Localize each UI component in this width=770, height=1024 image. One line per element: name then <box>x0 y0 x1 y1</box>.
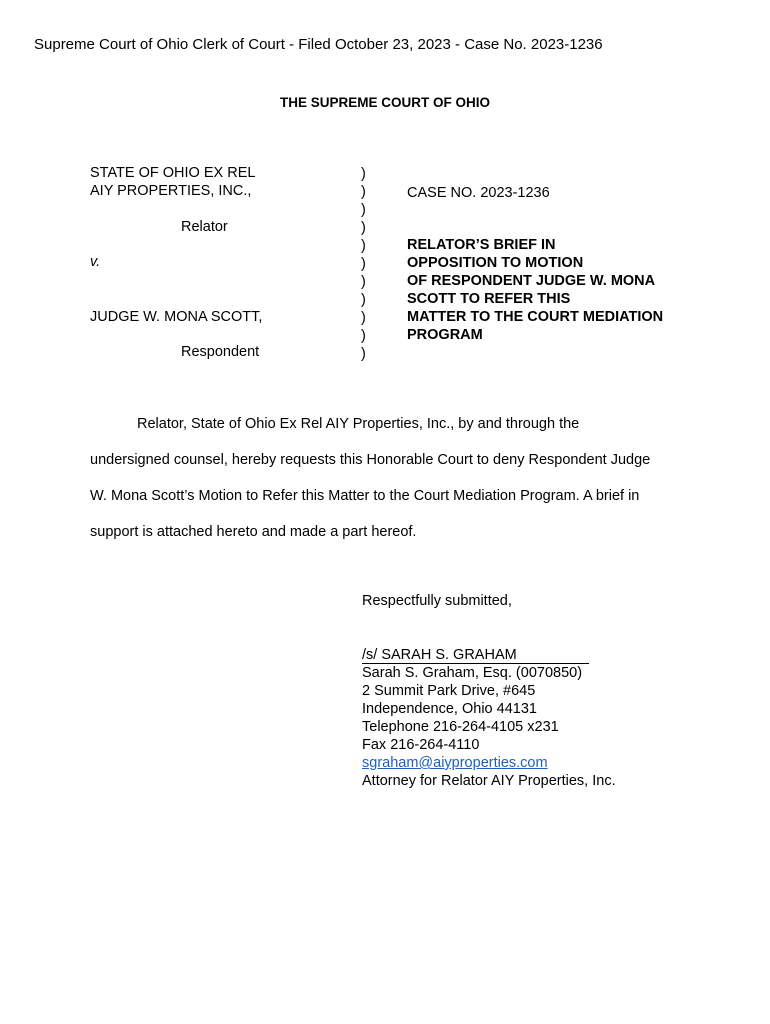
closing: Respectfully submitted, <box>362 593 512 609</box>
caption-paren: ) <box>361 238 366 254</box>
body-line: W. Mona Scott’s Motion to Refer this Matter to the Court Mediation Program. A brief in <box>90 488 640 504</box>
relator-role: Relator <box>181 219 228 235</box>
body-line: support is attached hereto and made a part hereof. <box>90 524 417 540</box>
caption-paren: ) <box>361 346 366 362</box>
caption-paren: ) <box>361 274 366 290</box>
fax: Fax 216-264-4110 <box>362 737 480 753</box>
signature-line: /s/ SARAH S. GRAHAM <box>362 646 589 664</box>
caption-paren: ) <box>361 310 366 326</box>
caption-paren: ) <box>361 184 366 200</box>
brief-title-line: OF RESPONDENT JUDGE W. MONA <box>407 273 656 289</box>
email-link[interactable]: sgraham@aiyproperties.com <box>362 755 548 771</box>
filing-header: Supreme Court of Ohio Clerk of Court - Filed October 23, 2023 - Case No. 2023-1236 <box>34 36 603 53</box>
body-paragraph <box>90 411 690 555</box>
brief-title-line: PROGRAM <box>407 327 483 343</box>
body-line: Relator, State of Ohio Ex Rel AIY Properties, Inc., by and through the <box>137 416 580 432</box>
brief-title-line: OPPOSITION TO MOTION <box>407 255 584 271</box>
relator-line-1: STATE OF OHIO EX REL <box>90 165 256 181</box>
address-line-1: 2 Summit Park Drive, #645 <box>362 683 536 699</box>
caption-paren: ) <box>361 256 366 272</box>
court-title: THE SUPREME COURT OF OHIO <box>279 95 490 110</box>
respondent-role: Respondent <box>181 344 260 360</box>
versus: v. <box>90 254 101 270</box>
caption-paren: ) <box>361 292 366 308</box>
caption-paren: ) <box>361 328 366 344</box>
respondent-name: JUDGE W. MONA SCOTT, <box>90 309 263 325</box>
attorney-name: Sarah S. Graham, Esq. (0070850) <box>362 665 583 681</box>
telephone: Telephone 216-264-4105 x231 <box>362 719 559 735</box>
body-line: undersigned counsel, hereby requests this Honorable Court to deny Respondent Judge <box>90 452 651 468</box>
signature-block <box>362 646 616 790</box>
caption-paren: ) <box>361 220 366 236</box>
attorney-for: Attorney for Relator AIY Properties, Inc. <box>362 773 616 789</box>
relator-line-2: AIY PROPERTIES, INC., <box>90 183 252 199</box>
brief-title <box>407 236 663 344</box>
case-number: CASE NO. 2023-1236 <box>407 185 550 201</box>
caption-paren: ) <box>361 202 366 218</box>
brief-title-line: SCOTT TO REFER THIS <box>407 291 571 307</box>
brief-title-line: RELATOR’S BRIEF IN <box>407 237 556 253</box>
brief-title-line: MATTER TO THE COURT MEDIATION <box>407 309 664 325</box>
caption-paren: ) <box>361 166 366 182</box>
caption-divider <box>361 165 366 363</box>
address-line-2: Independence, Ohio 44131 <box>362 701 537 717</box>
